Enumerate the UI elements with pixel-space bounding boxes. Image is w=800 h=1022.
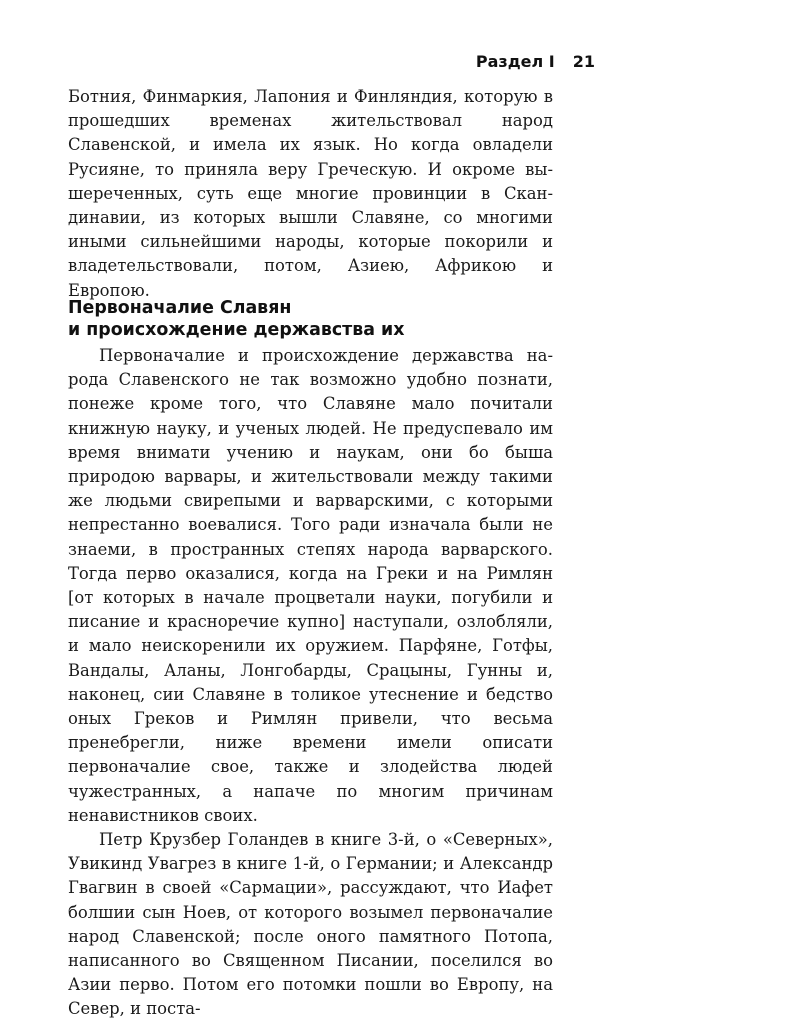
- body-text-block: [68, 344, 553, 1022]
- body-paragraph-2: Петр Крузбер Голандев в книге 3-й, о «Северных», Увикинд Увагрез в книге 1-й, о Германии; и Александр Гвагвин в своей «Сармации», рассуждают, что Иафет болшии сын Ноев, от которого возымел первоначалие народ Славенской; после оного памятного Потопа, написанного во Священном Писании, поселился во Азии перво. Потом его потомки пошли во Европу, на Север, и поста-: [68, 830, 553, 1019]
- intro-paragraph: Ботния, Финмаркия, Лапония и Финляндия, которую в прошедших временах жительствовал народ Славенской, и имела их язык. Но когда овладели Русияне, то приняла веру Греческую. И окроме вышереченных, суть еще многие провинции в Скандинавии, из которых вышли Славяне, со многими иными сильнейшими народы, которые покорили и владетельствовали, потом, Азиею, Африкою и Европою.: [68, 87, 553, 300]
- intro-paragraph-block: [68, 85, 553, 303]
- section-heading-line-2: и происхождение державства их: [68, 320, 405, 340]
- section-label: Раздел I: [475, 52, 555, 71]
- page-number: 21: [572, 52, 595, 71]
- section-heading: [68, 297, 553, 341]
- section-heading-line-1: Первоначалие Славян: [68, 298, 292, 318]
- body-paragraph-1: Первоначалие и происхождение державства народа Славенского не так возможно удобно познати, понеже кроме того, что Славяне мало почитали книжную науку, и ученых людей. Не предуспевало им время внимати учению и наукам, они бо быша природою варвары, и жительствовали между такими же людьми свирепыми и варварскими, с которыми непрестанно воевалися. Того ради изначала были не знаеми, в пространных степях народа варварского. Тогда перво оказалися, когда на Греки и на Римлян [от которых в начале процветали науки, погубили и писание и красноречие купно] наступали, озлобляли, и мало неискоренили их оружием. Парфяне, Готфы, Вандалы, Аланы, Лонгобарды, Срацыны, Гунны и, наконец, сии Славяне в толикое утеснение и бедство оных Греков и Римлян привели, что весьма пренебрегли, ниже времени имели описати первоначалие свое, также и злодейства людей чужестранных, а напаче по многим причинам ненавистников своих.: [68, 346, 553, 825]
- running-header: [68, 52, 595, 71]
